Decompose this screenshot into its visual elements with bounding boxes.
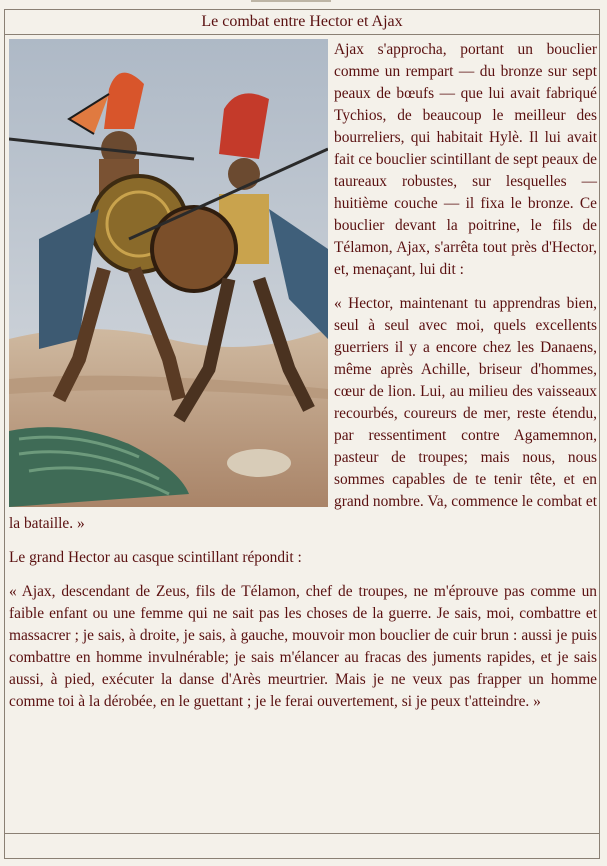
paragraph-3: Le grand Hector au casque scintillant répondit : [9,549,302,566]
page-title: Le combat entre Hector et Ajax [5,10,599,35]
warriors-illustration [9,39,328,507]
page-frame [4,9,600,859]
paragraph-1: Ajax s'approcha, portant un bouclier comme un rempart — du bronze sur sept peaux de bœufs — que lui avait fabriqué Tychios, de beaucoup le meilleur des bourreliers, qui habitait Hylè. Il lui avait fait ce bouclier scintillant de sept peaux de taureaux robustes, sur lesquelles — huitième couche — il fixa le bronze. Ce bouclier devant la poitrine, le fils de Télamon, Ajax, s'arrêta tout près d'Hector, et, menaçant, lui dit : [334,41,597,278]
warriors-image [9,39,328,507]
paragraph-2: « Hector, maintenant tu apprendras bien, seul à seul avec moi, quels excellents guerriers il y a encore chez les Danaens, même après Achille, briseur d'hommes, cœur de lion. Lui, au milieu des vaisseaux recourbés, coureurs de mer, reste étendu, par ressentiment contre Agamemnon, pasteur de troupes; mais nous, nous sommes capables de te tenir tête, et en grand nombre. Va, commence le combat et la bataille. » [9,295,597,532]
top-divider [251,0,331,2]
paragraph-4: « Ajax, descendant de Zeus, fils de Télamon, chef de troupes, ne m'éprouve pas comme un faible enfant ou une femme qui ne sait pas les choses de la guerre. Je sais, moi, combattre et massacrer ; je sais, à droite, je sais, à gauche, mouvoir mon bouclier de cuir brun : aussi je puis combattre en homme invulnérable; je sais m'élancer au fracas des juments rapides, et je sais aussi, à pied, exécuter la danse d'Arès meurtrier. Mais je ne veux pas frapper un homme comme toi à la dérobée, en le guettant ; je le ferai ouvertement, si je peux t'atteindre. » [9,583,597,710]
article-body [9,39,597,725]
bottom-divider [5,833,599,834]
